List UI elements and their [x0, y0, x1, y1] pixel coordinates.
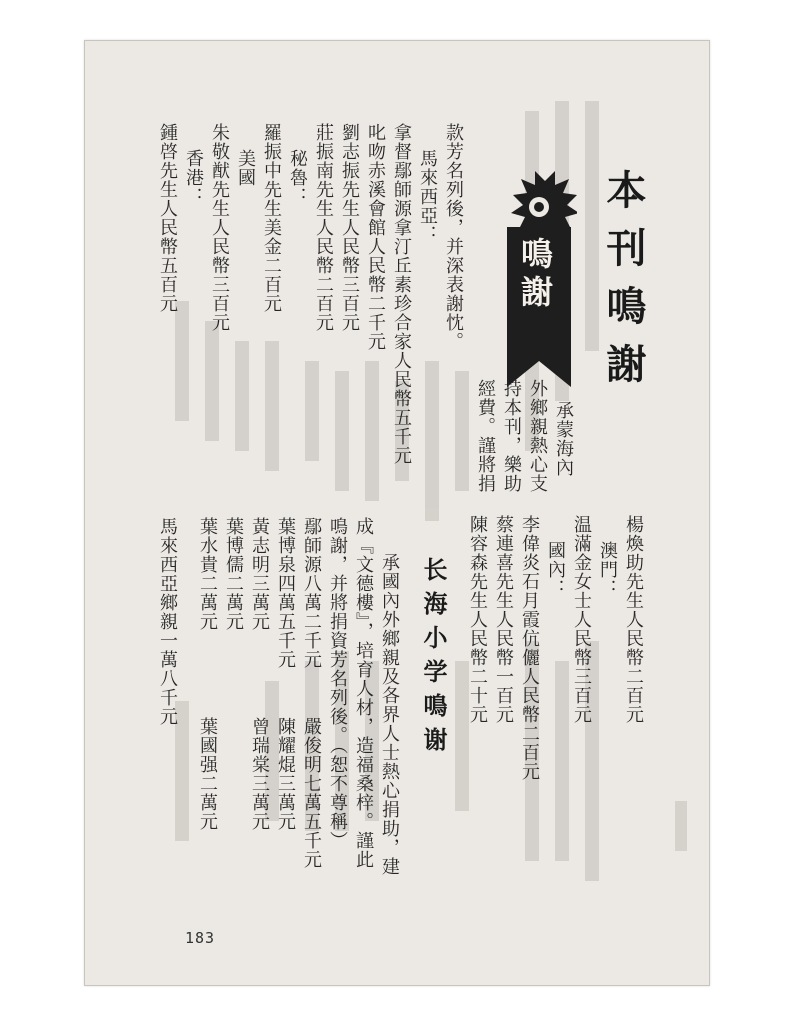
- donor-item: 嚴俊明七萬五千元: [301, 717, 322, 869]
- donor-item: 葉博泉四萬五千元: [275, 517, 296, 669]
- donor-item: 葉水貴二萬元: [197, 517, 218, 631]
- intro-line-5: 款芳名列後，并深表謝忱。: [443, 123, 464, 351]
- list-item: 陳容森先生人民幣二十元: [467, 515, 488, 724]
- donor-item: 葉博儒二萬元: [223, 517, 244, 631]
- list-item: 羅振中先生美金二百元: [261, 123, 282, 313]
- section-intro-line-2: 成『文德樓』，培育人材，造福桑梓。謹此: [353, 517, 374, 869]
- list-item: 香港：: [183, 149, 204, 206]
- list-item: 拿督鄢師源拿汀丘素珍合家人民幣五千元: [391, 123, 412, 465]
- list-item: 劉志振先生人民幣三百元: [339, 123, 360, 332]
- book-page: [84, 40, 710, 986]
- donor-item: 馬來西亞鄉親一萬八千元: [157, 517, 178, 726]
- section-intro-line-3: 鳴謝，并將捐資芳名列後。（恕不尊稱）: [327, 517, 348, 850]
- list-item: 莊振南先生人民幣二百元: [313, 123, 334, 332]
- page-title: 本刊鳴謝: [600, 169, 646, 401]
- list-item: 澳門：: [597, 541, 618, 598]
- list-item: 楊煥助先生人民幣二百元: [623, 515, 644, 724]
- donor-item: 陳耀焜三萬元: [275, 717, 296, 831]
- intro-line-2: 外鄉親熱心支: [527, 379, 548, 493]
- list-item: 美國: [235, 149, 256, 187]
- list-item: 蔡連喜先生人民幣一百元: [493, 515, 514, 724]
- donor-item: 鄢師源八萬二千元: [301, 517, 322, 669]
- ribbon-label: 鳴謝: [516, 237, 554, 313]
- donor-item: 黃志明三萬元: [249, 517, 270, 631]
- intro-line-4: 經費。謹將捐: [475, 379, 496, 493]
- intro-line-1: 承蒙海內: [553, 401, 574, 477]
- list-item: 馬來西亞：: [417, 149, 438, 244]
- list-item: 叱吻赤溪會館人民幣二千元: [365, 123, 386, 351]
- page-number: 183: [185, 929, 216, 947]
- section-title: 长海小学鳴谢: [419, 557, 447, 761]
- intro-line-3: 持本刊，樂助: [501, 379, 522, 493]
- section-intro-line-1: 承國內外鄉親及各界人士熱心捐助，建: [379, 553, 400, 876]
- donor-item: 葉國强二萬元: [197, 717, 218, 831]
- list-item: 朱敬猷先生人民幣三百元: [209, 123, 230, 332]
- list-item: 李偉炎石月霞伉儷人民幣二百元: [519, 515, 540, 781]
- donor-item: 曾瑞棠三萬元: [249, 717, 270, 831]
- list-item: 國內：: [545, 541, 566, 598]
- list-item: 鍾啓先生人民幣五百元: [157, 123, 178, 313]
- list-item: 秘魯：: [287, 149, 308, 206]
- list-item: 温滿金女士人民幣三百元: [571, 515, 592, 724]
